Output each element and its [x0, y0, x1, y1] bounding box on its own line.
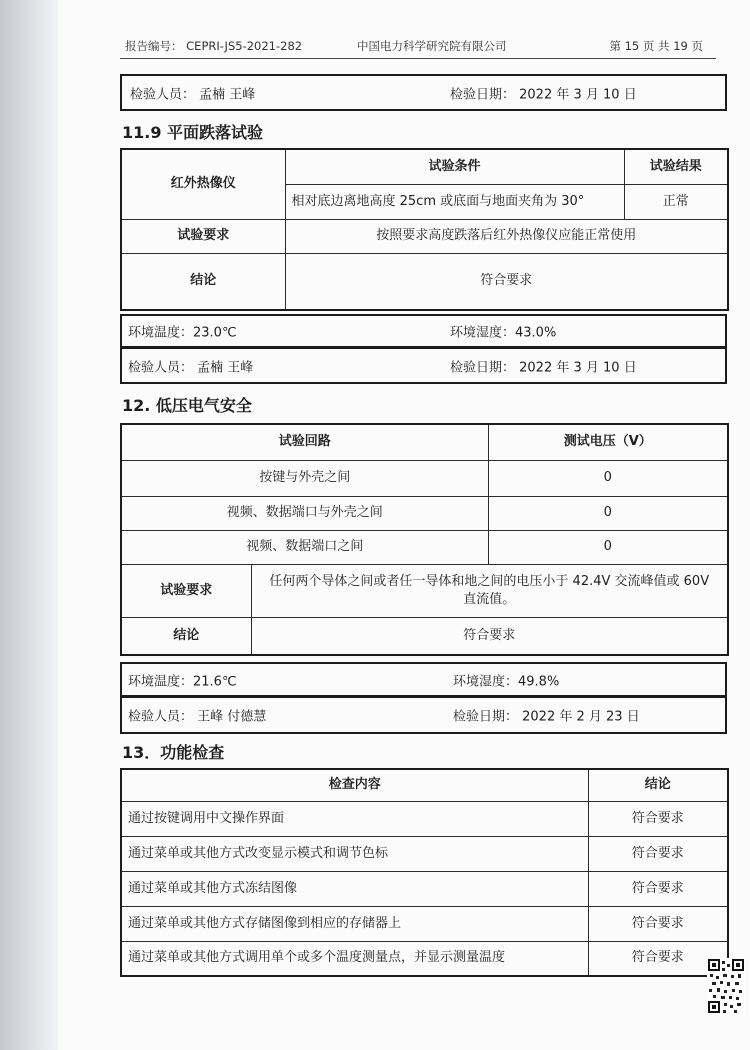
content-header: 检查内容: [121, 769, 588, 801]
check-content-cell: 通过菜单或其他方式冻结图像: [121, 871, 588, 906]
section-title-function-check: 13．功能检查: [122, 743, 225, 762]
lv-env-row: [120, 662, 727, 697]
condition-header: 试验条件: [285, 149, 624, 184]
drop-humidity: 环境湿度：43.0%: [450, 325, 557, 341]
page-number: 第 15 页 共 19 页: [609, 39, 703, 53]
page-edge-shadow: [0, 0, 58, 1050]
drop-env-row: [120, 314, 727, 348]
top-inspection-date: 检验日期： 2022 年 3 月 10 日: [450, 87, 637, 102]
drop-inspector: 检验人员： 孟楠 王峰: [128, 360, 254, 375]
device-name-cell: 红外热像仪: [121, 149, 285, 219]
header-rule: [120, 58, 716, 59]
circuit-cell: 视频、数据端口与外壳之间: [121, 496, 488, 530]
report-number: 报告编号： CEPRI-JS5-2021-282: [125, 39, 303, 53]
section-title-drop-test: 11.9 平面跌落试验: [122, 123, 264, 142]
top-inspection-row: [120, 74, 727, 111]
circuit-header: 试验回路: [121, 424, 488, 460]
drop-test-table: [120, 148, 729, 311]
organization-name: 中国电力科学研究院有限公司: [357, 39, 507, 53]
lv-inspector: 检验人员： 王峰 付德慧: [128, 709, 267, 725]
circuit-cell: 视频、数据端口之间: [121, 530, 488, 564]
lv-safety-table: [120, 423, 729, 656]
result-cell: 正常: [624, 184, 728, 219]
drop-temperature: 环境温度：23.0℃: [128, 325, 237, 341]
check-content-cell: 通过按键调用中文操作界面: [121, 801, 588, 836]
check-content-cell: 通过菜单或其他方式调用单个或多个温度测量点，并显示测量温度: [121, 941, 588, 976]
drop-inspection-date: 检验日期： 2022 年 3 月 10 日: [450, 360, 637, 375]
qr-code-icon: [707, 958, 745, 1016]
check-content-cell: 通过菜单或其他方式存储图像到相应的存储器上: [121, 906, 588, 941]
drop-req-label: 试验要求: [121, 219, 285, 253]
lv-req-text: 任何两个导体之间或者任一导体和地之间的电压小于 42.4V 交流峰值或 60V 直流值。: [251, 564, 728, 617]
check-conclusion-cell: 符合要求: [588, 836, 728, 871]
voltage-header: 测试电压（V）: [488, 424, 728, 460]
condition-cell: 相对底边离地高度 25cm 或底面与地面夹角为 30°: [285, 184, 624, 219]
lv-inspection-date: 检验日期： 2022 年 2 月 23 日: [453, 709, 640, 725]
lv-inspection-row: [120, 696, 727, 734]
lv-conclusion-label: 结论: [121, 617, 251, 655]
voltage-cell: 0: [488, 530, 728, 564]
drop-req-text: 按照要求高度跌落后红外热像仪应能正常使用: [285, 219, 728, 253]
section-title-lv-safety: 12. 低压电气安全: [122, 396, 252, 415]
top-inspector: 检验人员： 孟楠 王峰: [130, 87, 256, 102]
drop-conclusion-label: 结论: [121, 253, 285, 310]
drop-inspection-row: [120, 347, 727, 384]
check-conclusion-cell: 符合要求: [588, 941, 728, 976]
page-header: [125, 38, 703, 58]
circuit-cell: 按键与外壳之间: [121, 460, 488, 496]
function-check-table: [120, 768, 729, 977]
result-header: 试验结果: [624, 149, 728, 184]
lv-conclusion-text: 符合要求: [251, 617, 728, 655]
check-conclusion-cell: 符合要求: [588, 906, 728, 941]
voltage-cell: 0: [488, 496, 728, 530]
voltage-cell: 0: [488, 460, 728, 496]
lv-req-label: 试验要求: [121, 564, 251, 617]
drop-conclusion-text: 符合要求: [285, 253, 728, 310]
conclusion-header: 结论: [588, 769, 728, 801]
check-content-cell: 通过菜单或其他方式改变显示模式和调节色标: [121, 836, 588, 871]
check-conclusion-cell: 符合要求: [588, 801, 728, 836]
lv-temperature: 环境温度：21.6℃: [128, 674, 237, 689]
check-conclusion-cell: 符合要求: [588, 871, 728, 906]
lv-humidity: 环境湿度：49.8%: [453, 674, 560, 689]
